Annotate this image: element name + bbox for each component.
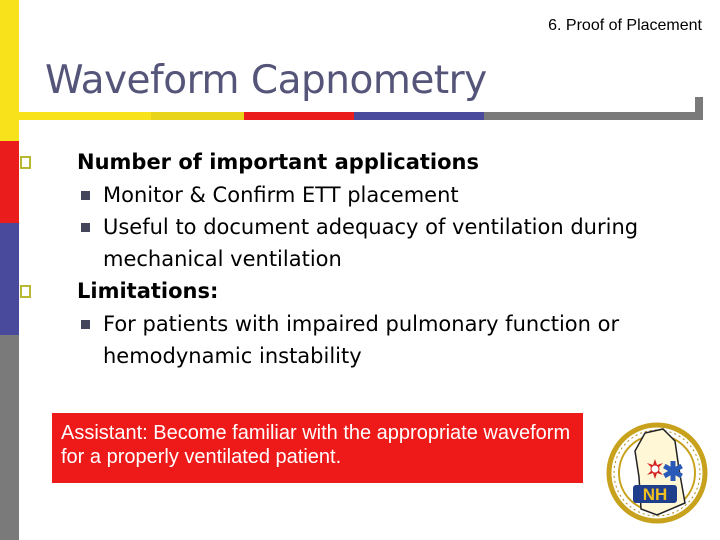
- title-underline-end: [695, 97, 703, 120]
- bullet-item: [20, 275, 700, 308]
- strip-gray: [0, 335, 19, 540]
- bullet-text: Limitations:: [77, 279, 219, 303]
- section-tag: 6. Proof of Placement: [548, 17, 702, 34]
- slide-content: [20, 146, 700, 372]
- sub-bullet-text: Monitor & Confirm ETT placement: [103, 183, 459, 207]
- filled-square-bullet-icon: [81, 223, 90, 232]
- nh-ems-badge-icon: [605, 411, 718, 529]
- title-underline-red: [244, 112, 354, 120]
- sub-bullet-item: [20, 211, 700, 275]
- strip-red: [0, 141, 19, 223]
- assistant-note-box: Assistant: Become familiar with the appropriate waveform for a properly ventilated patient.: [52, 413, 583, 483]
- strip-yellow: [0, 0, 19, 141]
- title-underline-yellow-2: [151, 112, 244, 120]
- strip-blue: [0, 223, 19, 335]
- bullet-item: [20, 146, 700, 179]
- square-bullet-icon: [20, 285, 31, 298]
- title-underline-gray: [484, 112, 695, 120]
- sub-bullet-item: [20, 308, 700, 372]
- sub-bullet-text: For patients with impaired pulmonary function or hemodynamic instability: [103, 312, 620, 368]
- sub-bullet-text: Useful to document adequacy of ventilation during mechanical ventilation: [103, 215, 639, 271]
- sub-bullet-item: [20, 179, 700, 211]
- left-color-strip: [0, 0, 19, 540]
- title-underline-yellow: [19, 112, 151, 120]
- slide-title: Waveform Capnometry: [45, 58, 487, 103]
- filled-square-bullet-icon: [81, 191, 90, 200]
- nh-logo-text: NH: [642, 485, 668, 504]
- bullet-text: Number of important applications: [77, 150, 479, 174]
- title-underline-blue: [354, 112, 484, 120]
- fire-cross-center: [651, 465, 659, 473]
- square-bullet-icon: [20, 156, 31, 169]
- filled-square-bullet-icon: [81, 320, 90, 329]
